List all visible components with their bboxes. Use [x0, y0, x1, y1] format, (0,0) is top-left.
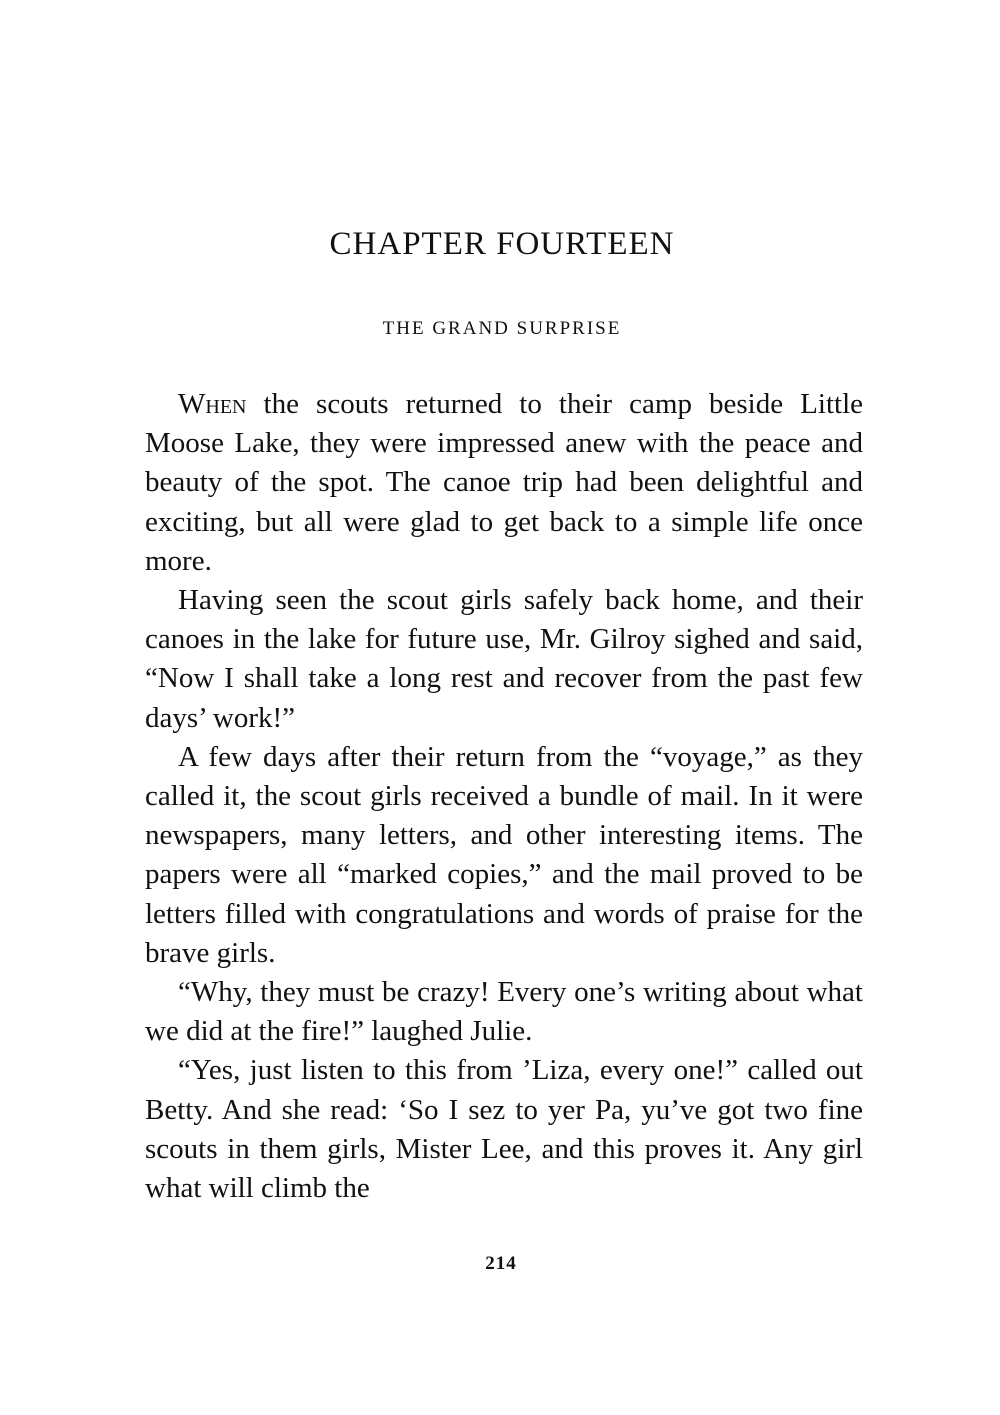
chapter-subtitle: THE GRAND SURPRISE: [382, 318, 622, 339]
chapter-title: CHAPTER FOURTEEN: [329, 226, 675, 262]
paragraph-lead-word: When: [178, 388, 247, 420]
paragraph-1: [145, 385, 863, 581]
paragraph-5: “Yes, just listen to this from ’Liza, every one!” called out Betty. And she read: ‘So I sez to yer Pa, yu’ve got two fine scouts in them girls, Mister Lee, and this proves it. Any girl what will climb the: [145, 1054, 863, 1205]
paragraph-2: Having seen the scout girls safely back home, and their canoes in the lake for future use, Mr. Gilroy sighed and said, “Now I shall take a long rest and recover from the past few days’ work!”: [145, 584, 863, 734]
paragraph-text: the scouts returned to their camp beside Little Moose Lake, they were impressed anew with the peace and beauty of the spot. The canoe trip had been delightful and exciting, but all were glad to get back to a simple life once more.: [145, 388, 863, 577]
page-number: 214: [485, 1253, 517, 1274]
paragraph-3: A few days after their return from the “voyage,” as they called it, the scout girls received a bundle of mail. In it were newspapers, many letters, and other interesting items. The papers were all “marked copies,” and the mail proved to be letters filled with congratulations and words of praise for the brave girls.: [145, 740, 863, 969]
paragraph-4: “Why, they must be crazy! Every one’s writing about what we did at the fire!” laughed Julie.: [145, 976, 863, 1048]
chapter-body: [145, 385, 863, 1208]
